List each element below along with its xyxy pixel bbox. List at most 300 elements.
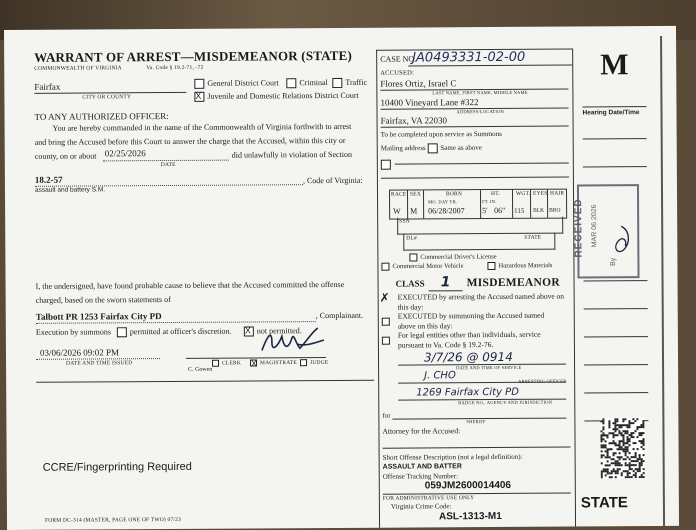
court-criminal-option (286, 78, 328, 88)
court-general-label: General District Court (207, 78, 279, 88)
court-jdr-label: Juvenile and Domestic Relations District Court (207, 90, 359, 101)
hearing-row-5 (584, 336, 648, 337)
legal-entity-checkbox[interactable] (382, 337, 390, 345)
eyes-value: BLK (533, 207, 545, 214)
barcode-cell (602, 432, 604, 434)
mailing-address-option (381, 143, 482, 154)
barcode-cell (609, 472, 611, 474)
barcode-cell (622, 430, 624, 432)
court-jdr-option (194, 91, 358, 102)
barcode-cell (627, 450, 629, 452)
barcode-cell (616, 434, 618, 436)
address-label: ADDRESS/LOCATION (456, 108, 504, 115)
dob-value: 06/28/2007 (428, 206, 465, 216)
barcode-cell (609, 464, 611, 466)
barcode-cell (629, 466, 631, 468)
barcode-cell (639, 470, 641, 472)
barcode-cell (607, 452, 609, 454)
same-as-above-checkbox[interactable] (427, 143, 437, 153)
barcode-cell (607, 456, 609, 458)
barcode-cell (614, 420, 616, 422)
barcode-cell (635, 474, 637, 476)
mailing-checkbox-wrap (381, 156, 394, 174)
misdemeanor-label: MISDEMEANOR (466, 276, 560, 290)
barcode-cell (641, 462, 643, 464)
barcode-cell (625, 454, 627, 456)
barcode-cell (631, 456, 633, 458)
barcode-cell (608, 420, 610, 422)
magistrate-label: MAGISTRATE (260, 359, 297, 367)
barcode-cell (640, 432, 642, 434)
barcode-cell (626, 432, 628, 434)
barcode-cell (612, 434, 614, 436)
barcode-cell (608, 426, 610, 428)
code-reference: Va. Code § 19.2-71, -72 (146, 64, 204, 72)
barcode-cell (627, 474, 629, 476)
executed-arrest-line-1: EXECUTED by arresting the Accused named above on (397, 291, 565, 302)
page-edge (660, 36, 665, 526)
barcode-cell (626, 426, 628, 428)
misdemeanor-m-marker: M (600, 48, 629, 82)
city-county-label: CITY OR COUNTY (82, 94, 132, 101)
hearing-row-4 (584, 308, 648, 309)
hazmat-label: Hazardous Materials (498, 262, 553, 270)
sheriff-label: SHERIFF (466, 419, 486, 425)
address-line-1: 10400 Vineyard Lane #322 (380, 97, 479, 108)
weight-value: 115 (514, 206, 525, 215)
barcode-cell (613, 452, 615, 454)
judge-option (300, 359, 328, 366)
dl-box (403, 233, 555, 251)
barcode-cell (623, 450, 625, 452)
accused-label: ACCUSED: (380, 69, 415, 77)
offense-date: 02/25/2026 (104, 148, 146, 159)
magistrate-option (250, 359, 297, 366)
executed-arrest-mark[interactable]: ✗ (379, 290, 390, 305)
barcode-cell (638, 426, 640, 428)
hair-value: BRO (549, 207, 561, 214)
barcode-cell (623, 438, 625, 440)
barcode-cell (601, 450, 603, 452)
barcode-cell (600, 430, 602, 432)
barcode-cell (634, 420, 636, 422)
barcode-cell (631, 460, 633, 462)
barcode-cell (602, 420, 604, 422)
barcode-cell (630, 432, 632, 434)
barcode-cell (630, 422, 632, 424)
barcode-cell (635, 460, 637, 462)
barcode-cell (611, 472, 613, 474)
barcode-cell (603, 444, 605, 446)
legal-entity-checkbox-wrap (382, 332, 393, 350)
born-label: BORN (445, 191, 463, 198)
barcode-cell (601, 470, 603, 472)
barcode-cell (641, 476, 643, 478)
barcode-cell (608, 422, 610, 424)
court-traffic-option (332, 78, 367, 88)
clerk-label: CLERK (222, 360, 242, 367)
barcode-cell (623, 444, 625, 446)
warrant-document (4, 26, 679, 530)
hearing-line (582, 106, 646, 107)
barcode-cell (637, 470, 639, 472)
barcode-cell (615, 442, 617, 444)
barcode-cell (627, 446, 629, 448)
hearing-row-6 (584, 364, 648, 365)
jdr-checkbox[interactable] (194, 92, 204, 102)
address-line-2-rule (381, 126, 569, 128)
case-no-label: CASE NO. (380, 54, 417, 64)
barcode-cell (643, 444, 645, 446)
cdl-label: Commercial Driver's License (420, 253, 497, 261)
barcode-cell (643, 438, 645, 440)
barcode-cell (617, 472, 619, 474)
officer-label: ARRESTING OFFICER (518, 378, 567, 384)
barcode-cell (618, 430, 620, 432)
issued-label: DATE AND TIME ISSUED (66, 360, 133, 367)
barcode-cell (620, 434, 622, 436)
barcode-cell (624, 430, 626, 432)
barcode-cell (642, 424, 644, 426)
barcode-cell (627, 472, 629, 474)
barcode-cell (615, 462, 617, 464)
barcode-cell (600, 434, 602, 436)
court-criminal-label: Criminal (299, 78, 328, 88)
court-traffic-label: Traffic (345, 77, 368, 87)
attorney-line (383, 447, 571, 449)
barcode-cell (625, 476, 627, 478)
barcode-cell (629, 468, 631, 470)
barcode-cell (613, 458, 615, 460)
court-general-option (194, 78, 279, 89)
barcode-cell (640, 426, 642, 428)
short-description: ASSAULT AND BATTER (382, 463, 462, 471)
barcode-cell (613, 462, 615, 464)
barcode-cell (612, 422, 614, 424)
permitted-checkbox[interactable] (117, 327, 127, 337)
barcode-cell (635, 468, 637, 470)
barcode-cell (632, 418, 634, 420)
barcode-cell (615, 452, 617, 454)
not-permitted-checkbox[interactable] (244, 327, 254, 337)
barcode-cell (611, 470, 613, 472)
stamp-received: RECEIVED (573, 198, 585, 258)
barcode-cell (643, 442, 645, 444)
barcode-cell (617, 448, 619, 450)
barcode-cell (641, 458, 643, 460)
barcode-cell (601, 440, 603, 442)
barcode-cell (621, 464, 623, 466)
barcode-cell (641, 474, 643, 476)
barcode-cell (635, 442, 637, 444)
date-label: DATE (160, 161, 176, 169)
barcode-cell (635, 472, 637, 474)
barcode-cell (615, 460, 617, 462)
barcode-cell (623, 470, 625, 472)
barcode-cell (643, 448, 645, 450)
barcode-cell (623, 440, 625, 442)
barcode-cell (639, 462, 641, 464)
barcode-cell (633, 470, 635, 472)
barcode-cell (619, 440, 621, 442)
barcode-cell (640, 434, 642, 436)
weight-label: WGT. (515, 190, 531, 197)
mailing-line-2 (381, 177, 569, 179)
barcode-cell (631, 476, 633, 478)
issued-datetime: 03/06/2026 09:02 PM (39, 347, 120, 358)
barcode-cell (636, 428, 638, 430)
barcode-cell (603, 468, 605, 470)
service-datetime: 3/7/26 @ 0914 (423, 349, 513, 365)
barcode-cell (639, 454, 641, 456)
stamp-date: MAR 06 2026 (590, 204, 599, 248)
for-label: for (382, 411, 391, 420)
general-court-checkbox[interactable] (194, 79, 204, 89)
barcode-cell (633, 460, 635, 462)
height-label: HT. (490, 190, 500, 198)
barcode-cell (633, 456, 635, 458)
barcode-cell (619, 446, 621, 448)
barcode-cell (643, 460, 645, 462)
barcode-cell (635, 456, 637, 458)
ssn-label: SSN (399, 218, 410, 225)
barcode-cell (643, 454, 645, 456)
barcode-cell (628, 422, 630, 424)
barcode-cell (642, 420, 644, 422)
barcode-cell (628, 434, 630, 436)
barcode-cell (619, 458, 621, 460)
barcode-cell (642, 422, 644, 424)
magistrate-checkbox[interactable] (250, 359, 257, 366)
barcode-cell (613, 470, 615, 472)
clerk-checkbox[interactable] (212, 360, 219, 367)
barcode-cell (621, 448, 623, 450)
class-row (395, 273, 560, 292)
barcode-cell (637, 448, 639, 450)
barcode-cell (640, 424, 642, 426)
legal-entity-line-2: pursuant to Va. Code § 19.2-76. (397, 340, 494, 350)
barcode-cell (621, 472, 623, 474)
tracking-label: Offense Tracking Number: (382, 472, 459, 481)
barcode-cell (601, 454, 603, 456)
barcode-cell (616, 418, 618, 420)
table-col-2 (423, 190, 424, 218)
cdl-option (409, 253, 496, 262)
barcode-cell (618, 424, 620, 426)
table-col-6 (547, 190, 548, 218)
barcode-cell (629, 458, 631, 460)
barcode-cell (636, 436, 638, 438)
height-ft-value: 5' (482, 206, 488, 216)
magistrate-name: C. Gowen (188, 366, 213, 373)
barcode-cell (602, 434, 604, 436)
barcode-cell (633, 474, 635, 476)
barcode-cell (636, 418, 638, 420)
barcode-cell (615, 472, 617, 474)
address-line-2: Fairfax, VA 22030 (380, 115, 448, 126)
barcode-cell (601, 474, 603, 476)
barcode-cell (617, 456, 619, 458)
barcode-cell (607, 468, 609, 470)
barcode-cell (608, 432, 610, 434)
column-divider-right (572, 49, 576, 527)
barcode-cell (614, 434, 616, 436)
barcode-cell (633, 464, 635, 466)
admin-use-label: FOR ADMINISTRATIVE USE ONLY (382, 495, 475, 502)
complainant-label: , Complainant. (315, 310, 364, 321)
executed-summons-checkbox[interactable] (382, 318, 390, 326)
judge-label: JUDGE (310, 359, 329, 366)
barcode-cell (639, 458, 641, 460)
barcode-cell (622, 434, 624, 436)
barcode-cell (608, 424, 610, 426)
barcode-cell (639, 464, 641, 466)
barcode-cell (639, 468, 641, 470)
barcode-cell (623, 448, 625, 450)
judge-checkbox[interactable] (300, 359, 307, 366)
barcode (600, 418, 644, 478)
barcode-cell (629, 464, 631, 466)
barcode-cell (641, 460, 643, 462)
barcode-cell (638, 434, 640, 436)
hazmat-checkbox[interactable] (487, 262, 495, 270)
tracking-line (383, 493, 571, 495)
barcode-cell (641, 446, 643, 448)
attorney-label: Attorney for the Accused: (382, 426, 461, 436)
name-format-label: LAST NAME, FIRST NAME, MIDDLE NAME (432, 89, 528, 96)
barcode-cell (615, 464, 617, 466)
barcode-cell (625, 464, 627, 466)
barcode-cell (617, 444, 619, 446)
cdl-checkbox[interactable] (409, 253, 417, 261)
barcode-cell (633, 442, 635, 444)
crime-code: ASL-1313-M1 (438, 510, 502, 523)
agency-label: BADGE NO., AGENCY AND JURISDICTION (458, 399, 553, 406)
barcode-cell (635, 464, 637, 466)
barcode-cell (616, 428, 618, 430)
barcode-cell (614, 422, 616, 424)
command-line-2: and bring the Accused before this Court to answer the charge that the Accused, within this city or (34, 135, 346, 147)
code-section: 18.2-57 (34, 174, 63, 185)
barcode-cell (627, 470, 629, 472)
barcode-cell (623, 442, 625, 444)
barcode-cell (601, 446, 603, 448)
height-subheader: FT. IN. (482, 198, 497, 205)
service-label: DATE AND TIME OF SERVICE (456, 364, 522, 371)
mailing-checkbox[interactable] (381, 160, 391, 170)
column-divider-left (376, 50, 380, 528)
barcode-cell (619, 452, 621, 454)
race-value: W (393, 206, 401, 216)
legal-entity-line-1: For legal entities other than individuals, service (397, 329, 541, 340)
barcode-cell (625, 448, 627, 450)
barcode-cell (627, 448, 629, 450)
agency: 1269 Fairfax City PD (416, 386, 519, 399)
summons-note: To be completed upon service as Summons (380, 129, 502, 139)
barcode-cell (618, 426, 620, 428)
executed-summons-line-1: EXECUTED by summoning the Accused named (397, 310, 545, 321)
not-permitted-label: not permitted. (256, 326, 302, 336)
barcode-cell (607, 472, 609, 474)
hearing-row-7 (584, 392, 648, 393)
barcode-cell (630, 436, 632, 438)
barcode-cell (613, 454, 615, 456)
barcode-cell (607, 470, 609, 472)
stamp-by: By (609, 257, 618, 266)
dl-label: DL# (406, 235, 417, 242)
barcode-cell (606, 436, 608, 438)
table-col-4 (512, 190, 513, 218)
barcode-cell (643, 476, 645, 478)
criminal-checkbox[interactable] (286, 78, 296, 88)
barcode-cell (605, 464, 607, 466)
mailing-line-1 (395, 163, 569, 165)
barcode-cell (626, 424, 628, 426)
traffic-checkbox[interactable] (332, 78, 342, 88)
table-col-1 (407, 191, 408, 219)
barcode-cell (607, 450, 609, 452)
barcode-cell (622, 436, 624, 438)
barcode-cell (624, 418, 626, 420)
cmv-checkbox[interactable] (381, 263, 389, 271)
probable-cause-line-1: I, the undersigned, have found probable cause to believe that the Accused committed the offense (35, 279, 345, 291)
barcode-cell (641, 464, 643, 466)
barcode-cell (607, 454, 609, 456)
barcode-cell (619, 456, 621, 458)
barcode-cell (614, 418, 616, 420)
barcode-cell (603, 470, 605, 472)
barcode-cell (609, 476, 611, 478)
barcode-cell (637, 458, 639, 460)
barcode-cell (609, 448, 611, 450)
form-footer: FORM DC-314 (MASTER, PAGE ONE OF TWO) 07/23 (44, 516, 182, 524)
barcode-cell (627, 442, 629, 444)
barcode-cell (642, 432, 644, 434)
barcode-cell (601, 438, 603, 440)
left-divider (36, 380, 374, 383)
to-officer-heading: TO ANY AUTHORIZED OFFICER: (34, 110, 169, 122)
barcode-cell (613, 440, 615, 442)
barcode-cell (612, 436, 614, 438)
barcode-cell (625, 442, 627, 444)
dl-state-label: STATE (524, 234, 542, 241)
barcode-cell (621, 474, 623, 476)
barcode-cell (611, 462, 613, 464)
barcode-cell (622, 418, 624, 420)
barcode-cell (605, 468, 607, 470)
barcode-cell (627, 438, 629, 440)
hazmat-option (487, 262, 552, 270)
barcode-cell (623, 458, 625, 460)
table-col-5 (530, 190, 531, 218)
height-in-value: 06" (494, 205, 506, 216)
barcode-cell (603, 454, 605, 456)
barcode-cell (637, 468, 639, 470)
barcode-cell (605, 444, 607, 446)
barcode-cell (638, 432, 640, 434)
barcode-cell (632, 436, 634, 438)
barcode-cell (639, 466, 641, 468)
accused-name: Flores Ortiz, Israel C (380, 78, 457, 89)
barcode-cell (610, 432, 612, 434)
sex-value: M (410, 206, 418, 216)
barcode-cell (629, 444, 631, 446)
barcode-cell (621, 440, 623, 442)
barcode-cell (642, 426, 644, 428)
received-stamp (573, 184, 640, 278)
barcode-cell (611, 458, 613, 460)
barcode-cell (600, 436, 602, 438)
